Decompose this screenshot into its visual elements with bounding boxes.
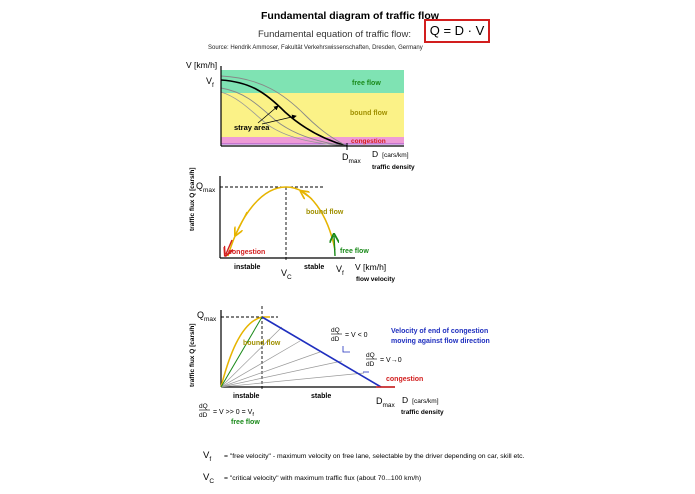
congestion-wave-line bbox=[262, 317, 381, 387]
deriv3-numerator: dQ bbox=[199, 403, 208, 410]
deriv2-numerator: dQ bbox=[366, 352, 375, 359]
free-flow-zone-label: free flow bbox=[352, 80, 381, 87]
p2-vc-label: $V_C$ bbox=[281, 268, 292, 281]
p3-x-axis-label: D [cars/km] bbox=[402, 395, 439, 405]
p3-dmax-label: $D_{max}$ bbox=[376, 396, 395, 409]
p3-y-axis-label: traffic flux Q [cars/h] bbox=[189, 323, 196, 387]
free-flow-arrow bbox=[334, 236, 335, 256]
p3-qmax-label: $Q_{max}$ bbox=[197, 310, 217, 323]
bound-flow-zone-label: bound flow bbox=[350, 110, 388, 117]
p2-x-axis-label: V [km/h] bbox=[355, 262, 387, 272]
source-note: Source: Hendrik Ammoser, Fakultät Verkehrswissenschaften, Dresden, Germany bbox=[208, 45, 423, 51]
p2-y-axis-label: traffic flux Q [cars/h] bbox=[189, 167, 196, 231]
free-flow-tangent bbox=[221, 317, 262, 387]
legend bbox=[203, 450, 525, 485]
equation-caption: Fundamental equation of traffic flow: bbox=[258, 29, 411, 40]
p3-x-caption: traffic density bbox=[401, 409, 444, 416]
stray-area-label: stray area bbox=[234, 123, 270, 132]
fundamental-equation: Q = D · V bbox=[424, 19, 490, 43]
p2-x-caption: flow velocity bbox=[356, 276, 396, 283]
panel-speed-density bbox=[186, 60, 415, 171]
p1-vf-label: $V_f$ bbox=[206, 76, 214, 89]
wave-note-line2: moving against flow direction bbox=[391, 338, 490, 345]
bound-flow-curve bbox=[221, 317, 270, 387]
legend-text-vf: = "free velocity" - maximum velocity on free lane, selectable by the driver depending on car, skill etc. bbox=[224, 453, 525, 460]
p1-y-axis-label: V [km/h] bbox=[186, 60, 218, 70]
deriv3-text: = $V >> 0 = V_f$ bbox=[213, 409, 254, 418]
deriv2-text: = V→0 bbox=[380, 357, 402, 364]
p3-stable-label: stable bbox=[311, 393, 332, 400]
deriv1-text: = V < 0 bbox=[345, 332, 368, 339]
p1-x-axis-label: D [cars/km] bbox=[372, 149, 409, 159]
p1-x-caption: traffic density bbox=[372, 164, 415, 171]
p2-qmax-label: $Q_{max}$ bbox=[196, 181, 216, 194]
congestion-zone-label: congestion bbox=[351, 138, 386, 145]
p2-stable-label: stable bbox=[304, 264, 325, 271]
p2-free-flow-label: free flow bbox=[340, 248, 369, 255]
flux-parabola bbox=[228, 187, 335, 256]
p3-free-flow-label: free flow bbox=[231, 419, 260, 426]
p3-instable-label: instable bbox=[233, 393, 260, 400]
wave-note-line1: Velocity of end of congestion bbox=[391, 328, 489, 335]
deriv2-denominator: dD bbox=[366, 361, 375, 368]
panel-flux-density bbox=[189, 306, 490, 426]
deriv3-denominator: dD bbox=[199, 412, 208, 419]
p2-vf-label: $V_f$ bbox=[336, 264, 344, 277]
legend-symbol-vf: $V_f$ bbox=[203, 450, 212, 463]
p2-instable-label: instable bbox=[234, 264, 261, 271]
p3-bound-flow-label: bound flow bbox=[243, 340, 281, 347]
p2-bound-flow-label: bound flow bbox=[306, 209, 344, 216]
legend-text-vc: = "critical velocity" with maximum traffic flux (about 70...100 km/h) bbox=[224, 475, 422, 482]
panel-flux-velocity bbox=[189, 167, 395, 283]
p3-congestion-label: congestion bbox=[386, 376, 424, 383]
legend-symbol-vc: $V_C$ bbox=[203, 472, 215, 485]
deriv1-numerator: dQ bbox=[331, 327, 340, 334]
page-title: Fundamental diagram of traffic flow bbox=[261, 10, 439, 22]
p2-congestion-label: congestion bbox=[228, 249, 266, 256]
p1-dmax-label: $D_{max}$ bbox=[342, 152, 361, 165]
deriv1-denominator: dD bbox=[331, 336, 340, 343]
